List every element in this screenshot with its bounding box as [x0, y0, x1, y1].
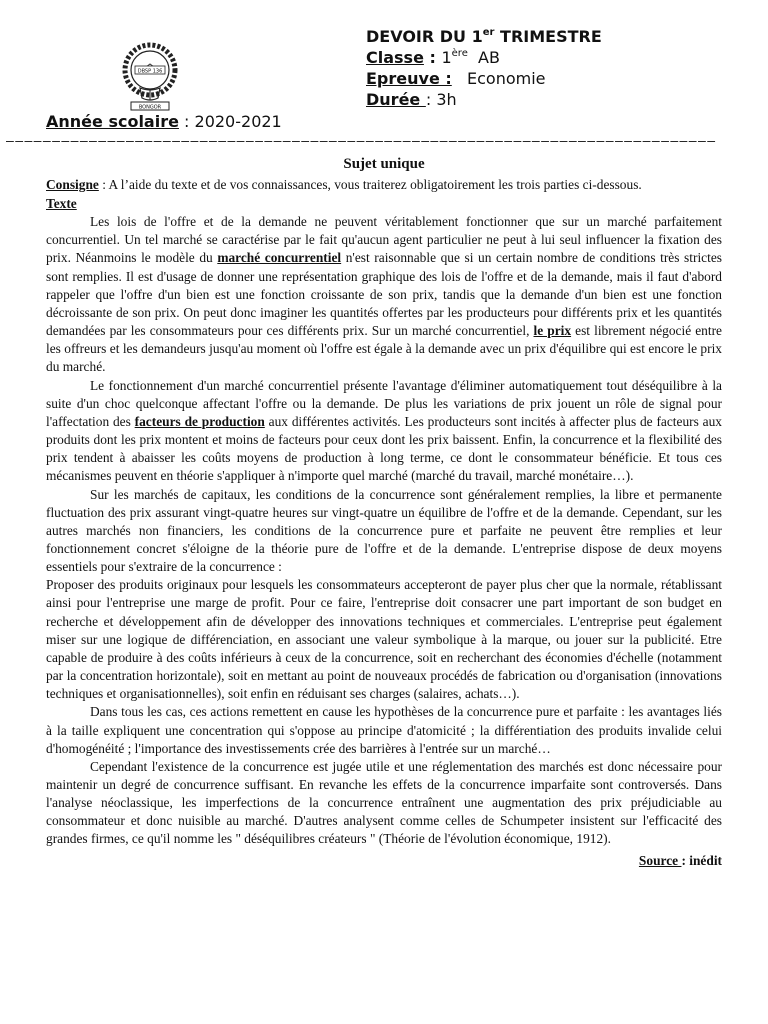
subject-title: Sujet unique — [343, 156, 425, 172]
epreuve-label: Epreuve : — [366, 69, 452, 88]
annee-label: Année scolaire — [46, 112, 179, 131]
school-year — [46, 112, 282, 131]
classe-rest: AB — [467, 48, 500, 67]
source-label: Source — [638, 852, 682, 868]
paragraph-1 — [46, 213, 722, 376]
devoir-rest: TRIMESTRE — [494, 27, 602, 46]
paragraph-3: Sur les marchés de capitaux, les conditions de la concurrence sont généralement remplies, la libre et permanente fluctuation des prix assurant vingt-quatre heures sur vingt-quatre un équilibre de l'offre et de la demande. Cependant, sur les autres marchés non financiers, les conditions de la concurrence pure et parfaite ne peuvent être remplies et leur fonctionnement concret s'éloigne de la théorie pure de l'offre et de la demande. L'entreprise dispose de deux moyens essentiels pour s'extraire de la concurrence : — [46, 486, 722, 575]
classe-sep: : — [423, 48, 442, 67]
texte-title-label: Texte — [46, 196, 77, 211]
paragraph-5: Dans tous les cas, ces actions remettent en cause les hypothèses de la concurrence pure et parfaite : les avantages liés à la taille expliquent une concentration qui s'oppose au principe d'atomicité ; la différentiation des produits invalide celui d'homogénéité ; l'importance des investissements crée des barrières à l'entrée sur un marché… — [46, 704, 722, 756]
classe-value: 1 — [441, 48, 452, 67]
consigne-text: : A l’aide du texte et de vos connaissances, vous traiterez obligatoirement les trois parties ci-dessous. — [98, 177, 642, 192]
duree-label: Durée — [366, 90, 426, 109]
paragraph-4: Proposer des produits originaux pour lesquels les consommateurs accepteront de payer plus cher que la normale, rétablissant ainsi pour l'entreprise une marge de profit. Pour ce faire, l'entreprise doit consacrer une part important de son budget en recherche et développement afin de développer des innovations techniques et commerciales. L'entreprise peut également miser sur une logique de différenciation, en associant une valeur symbolique à la marque, ou jouer sur la publicité. Etre capable de produire à des coûts inférieurs à ceux de la concurrence, soit en recherchant des économies d'échelle (notamment par la concentration horizontale), soit en mettant au point de nouveaux procédés de fabrication ou d'organisation (innovations techniques et organisationnelles), soit enfin en réduisant ses charges (salaires, achats…). — [46, 577, 722, 702]
p1-b: n'est raisonnable que si un certain nombre de conditions très strictes sont remplies. Il est d'usage de donner une représentation graphique des lois de l'offre et de la demande, mais il faut d'abord rappeler que l'offre d'un bien est une fonction croissante de son prix, tandis que la demande d'un bien est une fonction décroissante de son prix. On peut donc imaginer les quantités offertes par les producteurs pour différents prix et les quantités demandées par les consommateurs pour ces différents prix. Sur un marché concurrentiel, — [46, 250, 722, 339]
consigne-label: Consigne — [46, 177, 99, 192]
paragraph-2 — [46, 377, 722, 486]
epreuve-row — [366, 68, 602, 89]
texte-title — [46, 195, 722, 213]
source-line — [46, 852, 722, 870]
exam-header — [366, 26, 602, 110]
p2-a: Le fonctionnement d'un marché concurrentiel présente l'avantage d'éliminer automatiquement tout déséquilibre à la suite d'un choc quelconque affectant l'offre ou la demande. De plus les variations de prix jouent un rôle de signal pour l'affectation des — [46, 377, 722, 429]
p1-em1: marché concurrentiel — [217, 250, 342, 266]
p2-b: aux différentes activités. Les producteurs sont incités à affecter plus de facteurs aux produits dont les prix montent et moins de facteurs pour ceux dont les prix baissent. Enfin, la concurrence et la flexibilité des prix tendent à abaisser les coûts moyens de production à long terme, ce dont le consommateur bénéficie. Et tous ces mécanismes peuvent en théorie s'appliquer à n'importe quel marché (marché du travail, marché monétaire…). — [46, 413, 722, 484]
duree-value: : 3h — [425, 90, 457, 109]
duree-row — [366, 89, 602, 110]
document-body — [46, 175, 722, 870]
p1-em2: le prix — [533, 323, 572, 339]
devoir-sup: er — [482, 27, 495, 38]
paragraph-6: Cependant l'existence de la concurrence est jugée utile et une réglementation des marchés est donc nécessaire pour maintenir un degré de concurrence suffisant. En revanche les effets de la concurrence imparfaite sont controversés. Dans l'analyse néoclassique, les imperfections de la concurrence entraînent une augmentation des prix préjudiciable au consommateur et donc nuisible au marché. D'autres analysent comme celles de Schumpeter insistent sur l'efficacité des grandes firmes, ce qu'il nomme les " déséquilibres créateurs " (Théorie de l'évolution économique, 1912). — [46, 758, 722, 847]
logo-bottom-text: BONGOR — [138, 104, 162, 111]
separator-line: ––––––––––––––––––––––––––––––––––––––––––––––––––––––––––––––––––––––––––––– — [6, 134, 717, 149]
devoir-main: DEVOIR DU 1 — [366, 27, 483, 46]
classe-sup: ère — [451, 48, 468, 59]
annee-value: : 2020-2021 — [178, 112, 282, 131]
classe-row — [366, 47, 602, 68]
p1-c: est librement négocié entre les offreurs et les demandeurs jusqu'au moment où l'offre est égale à la demande avec un prix d'équilibre qui est encore le prix du marché. — [46, 323, 722, 375]
p1-a: Les lois de l'offre et de la demande ne peuvent véritablement fonctionner que sur un marché parfaitement concurrentiel. Un tel marché se caractérise par le fait qu'aucun agent particulier ne peut à lui seul influencer la fixation des prix. Néanmoins le modèle du — [46, 214, 722, 266]
p2-em: facteurs de production — [134, 413, 265, 429]
source-value: : inédit — [681, 852, 722, 868]
epreuve-value: Economie — [451, 69, 546, 88]
devoir-title — [366, 26, 602, 47]
logo-top-text: DBSP 136 — [137, 68, 163, 75]
consigne — [46, 175, 722, 195]
classe-label: Classe — [366, 48, 424, 67]
school-logo — [118, 40, 182, 112]
